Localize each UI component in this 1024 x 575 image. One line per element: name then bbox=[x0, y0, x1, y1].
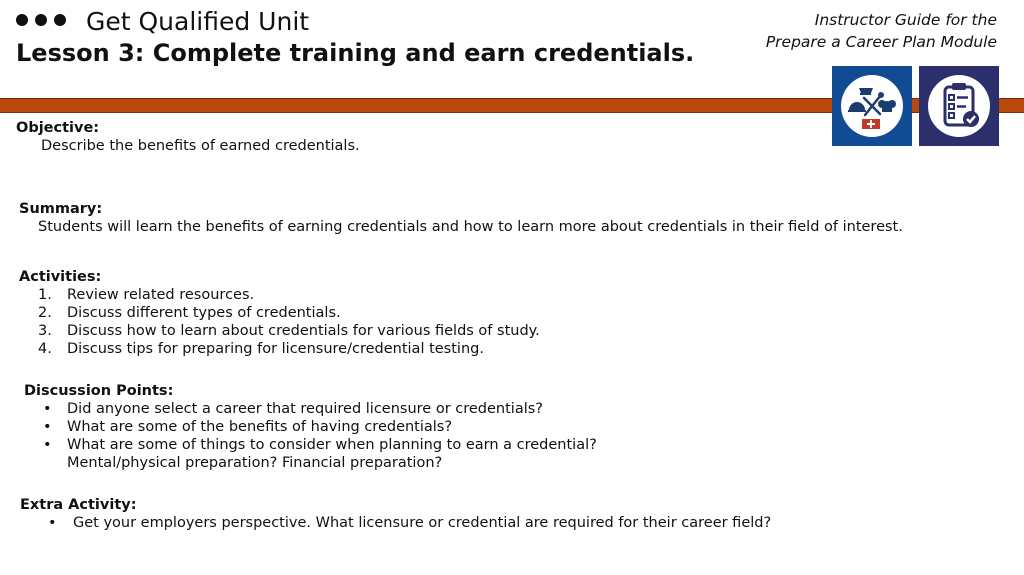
list-item-text: Review related resources. bbox=[67, 287, 255, 303]
list-item-text: Discuss tips for preparing for licensure/credential testing. bbox=[67, 341, 484, 357]
unit-title: Get Qualified Unit bbox=[86, 7, 310, 36]
summary-section bbox=[19, 200, 903, 236]
discussion-label: Discussion Points: bbox=[24, 383, 174, 399]
activities-section bbox=[19, 268, 540, 358]
list-item bbox=[19, 340, 540, 358]
dot-icon bbox=[54, 14, 66, 26]
checklist-icon bbox=[926, 73, 992, 139]
activities-list bbox=[19, 286, 540, 358]
checklist-icon-tile bbox=[919, 66, 999, 146]
extra-list bbox=[20, 514, 771, 532]
list-item bbox=[19, 304, 540, 322]
objective-text: Describe the benefits of earned credentials. bbox=[41, 138, 360, 154]
list-item bbox=[19, 322, 540, 340]
list-item bbox=[19, 436, 707, 472]
list-item-text: What are some of things to consider when planning to earn a credential? Mental/physical preparation? Financial preparation? bbox=[67, 437, 597, 471]
list-item bbox=[19, 286, 540, 304]
list-item bbox=[19, 418, 707, 436]
activities-label: Activities: bbox=[19, 269, 102, 285]
objective-label: Objective: bbox=[16, 120, 100, 136]
list-item-text: What are some of the benefits of having credentials? bbox=[67, 419, 453, 435]
extra-label: Extra Activity: bbox=[20, 497, 137, 513]
summary-text: Students will learn the benefits of earning credentials and how to learn more about credentials in their field of interest. bbox=[38, 219, 903, 235]
bullet: • bbox=[43, 419, 52, 435]
careers-icon bbox=[839, 73, 905, 139]
guide-line-1: Instructor Guide for the bbox=[814, 11, 997, 29]
list-number: 1. bbox=[38, 287, 52, 303]
bullet: • bbox=[43, 401, 52, 417]
careers-icon-tile bbox=[832, 66, 912, 146]
guide-line-2: Prepare a Career Plan Module bbox=[765, 33, 997, 51]
dot-icon bbox=[35, 14, 47, 26]
list-item-text: Did anyone select a career that required licensure or credentials? bbox=[67, 401, 544, 417]
dot-icon bbox=[16, 14, 28, 26]
extra-section bbox=[20, 496, 771, 532]
list-number: 4. bbox=[38, 341, 52, 357]
lesson-title: Lesson 3: Complete training and earn credentials. bbox=[16, 39, 695, 67]
objective-section bbox=[16, 119, 360, 155]
list-item-text: Discuss different types of credentials. bbox=[67, 305, 341, 321]
list-item-text: Discuss how to learn about credentials for various fields of study. bbox=[67, 323, 540, 339]
decorative-dots bbox=[16, 14, 66, 26]
list-number: 2. bbox=[38, 305, 52, 321]
summary-label: Summary: bbox=[19, 201, 103, 217]
list-item bbox=[19, 400, 707, 418]
list-item-text: Get your employers perspective. What licensure or credential are required for their career field? bbox=[73, 515, 772, 531]
bullet: • bbox=[43, 437, 52, 453]
list-number: 3. bbox=[38, 323, 52, 339]
discussion-section bbox=[19, 382, 707, 472]
bullet: • bbox=[48, 515, 57, 531]
list-item bbox=[20, 514, 771, 532]
guide-caption bbox=[766, 9, 997, 53]
discussion-list bbox=[19, 400, 707, 472]
